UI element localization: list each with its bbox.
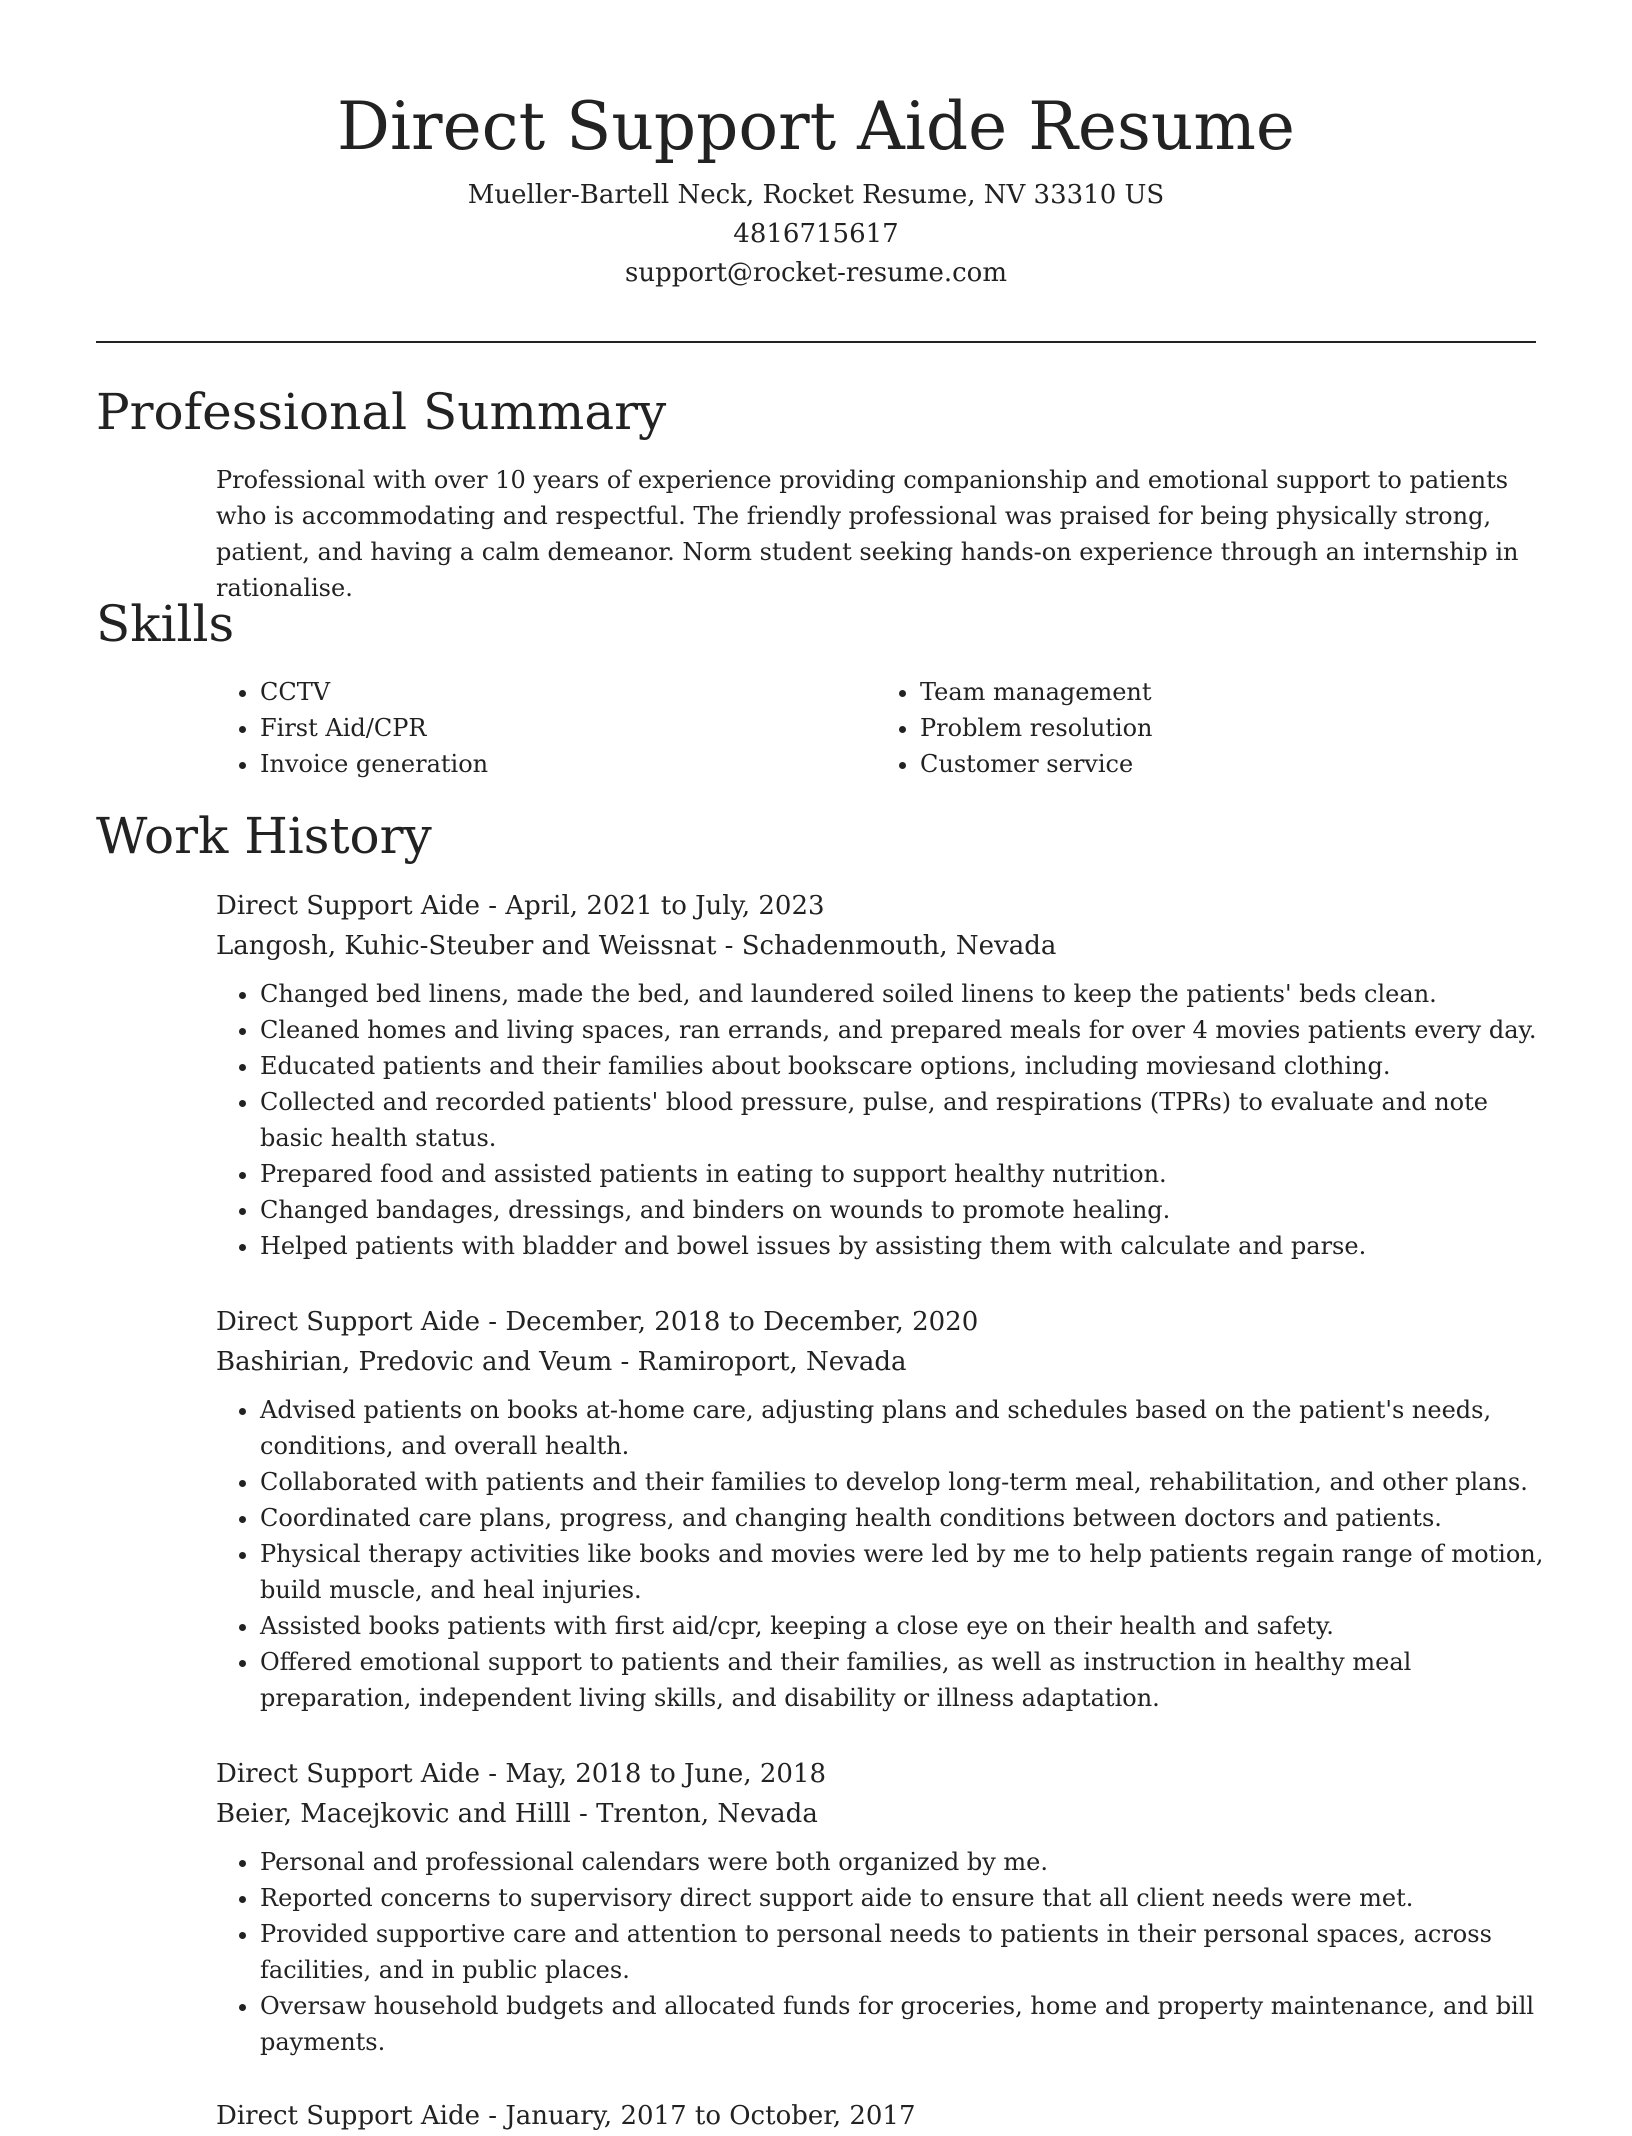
job-entry: [216, 2096, 1546, 2136]
job-bullet: • Changed bed linens, made the bed, and laundered soiled linens to keep the patients' beds clean.: [260, 976, 1546, 1012]
skill-item: • First Aid/CPR: [260, 710, 876, 746]
job-title-line: [216, 2096, 1546, 2136]
job-bullet: • Coordinated care plans, progress, and changing health conditions between doctors and patients.: [260, 1500, 1546, 1536]
skill-item: • Invoice generation: [260, 746, 876, 782]
work-history-heading: Work History: [96, 807, 432, 865]
job-bullet: • Reported concerns to supervisory direct support aide to ensure that all client needs were met.: [260, 1880, 1546, 1916]
contact-email: support@rocket-resume.com: [624, 258, 1007, 288]
contact-block: [0, 176, 1632, 293]
job-bullet: • Physical therapy activities like books and movies were led by me to help patients regain range of motion, build muscle, and heal injuries.: [260, 1536, 1546, 1608]
skill-item: • Team management: [920, 674, 1536, 710]
job-bullet: • Collected and recorded patients' blood pressure, pulse, and respirations (TPRs) to evaluate and note basic health status.: [260, 1084, 1546, 1156]
skills-column-right: [876, 674, 1536, 782]
job-bullet: • Assisted books patients with first aid/cpr, keeping a close eye on their health and safety.: [260, 1608, 1546, 1644]
job-title: Direct Support Aide: [216, 891, 481, 921]
job-company: Beier, Macejkovic and Hilll: [216, 1799, 571, 1829]
job-bullets: [216, 1392, 1546, 1716]
job-title: Direct Support Aide: [216, 1307, 481, 1337]
job-title: Direct Support Aide: [216, 2101, 481, 2131]
job-location: - Trenton, Nevada: [570, 1799, 818, 1829]
job-entry: [216, 1754, 1546, 2060]
header-divider: [96, 341, 1536, 343]
job-bullet: • Educated patients and their families about bookscare options, including moviesand clothing.: [260, 1048, 1546, 1084]
job-bullet: • Collaborated with patients and their families to develop long-term meal, rehabilitation, and other plans.: [260, 1464, 1546, 1500]
job-bullet: • Helped patients with bladder and bowel issues by assisting them with calculate and parse.: [260, 1228, 1546, 1264]
job-entry: [216, 1302, 1546, 1716]
job-company-line: [216, 926, 1546, 966]
job-location: - Ramiroport, Nevada: [612, 1347, 907, 1377]
job-location: - Schadenmouth, Nevada: [716, 931, 1057, 961]
job-title: Direct Support Aide: [216, 1759, 481, 1789]
job-dates: - April, 2021 to July, 2023: [480, 891, 825, 921]
job-bullet: • Oversaw household budgets and allocated funds for groceries, home and property maintenance, and bill payments.: [260, 1988, 1546, 2060]
summary-text: Professional with over 10 years of experience providing companionship and emotional support to patients who is accommodating and respectful. The friendly professional was praised for being physically strong, patient, and having a calm demeanor. Norm student seeking hands-on experience through an internship in rationalise.: [216, 466, 1519, 602]
job-bullet: • Cleaned homes and living spaces, ran errands, and prepared meals for over 4 movies patients every day.: [260, 1012, 1546, 1048]
job-bullet: • Advised patients on books at-home care, adjusting plans and schedules based on the patient's needs, conditions, and overall health.: [260, 1392, 1546, 1464]
skills-list: [216, 674, 1536, 782]
job-company: Bashirian, Predovic and Veum: [216, 1347, 613, 1377]
contact-address: Mueller-Bartell Neck, Rocket Resume, NV 33310 US: [467, 180, 1165, 210]
summary-heading: Professional Summary: [96, 383, 667, 441]
job-bullet: • Changed bandages, dressings, and binders on wounds to promote healing.: [260, 1192, 1546, 1228]
skill-item: • CCTV: [260, 674, 876, 710]
job-bullet: • Prepared food and assisted patients in eating to support healthy nutrition.: [260, 1156, 1546, 1192]
job-dates: - January, 2017 to October, 2017: [480, 2101, 916, 2131]
job-dates: - May, 2018 to June, 2018: [480, 1759, 827, 1789]
skill-item: • Problem resolution: [920, 710, 1536, 746]
job-bullets: [216, 1844, 1546, 2060]
skill-item: • Customer service: [920, 746, 1536, 782]
resume-header: [0, 0, 1632, 293]
job-bullet: • Personal and professional calendars were both organized by me.: [260, 1844, 1546, 1880]
job-dates: - December, 2018 to December, 2020: [480, 1307, 979, 1337]
job-title-line: [216, 886, 1546, 926]
job-company-line: [216, 1342, 1546, 1382]
job-bullet: • Provided supportive care and attention to personal needs to patients in their personal spaces, across facilities, and in public places.: [260, 1916, 1546, 1988]
job-bullet: • Offered emotional support to patients and their families, as well as instruction in healthy meal preparation, independent living skills, and disability or illness adaptation.: [260, 1644, 1546, 1716]
job-title-line: [216, 1754, 1546, 1794]
job-title-line: [216, 1302, 1546, 1342]
job-bullets: [216, 976, 1546, 1264]
page-title: Direct Support Aide Resume: [337, 88, 1295, 165]
contact-phone: 4816715617: [733, 219, 899, 249]
skills-heading: Skills: [96, 595, 235, 653]
job-company: Langosh, Kuhic-Steuber and Weissnat: [216, 931, 717, 961]
job-entry: [216, 886, 1546, 1264]
skills-column-left: [216, 674, 876, 782]
job-company-line: [216, 1794, 1546, 1834]
